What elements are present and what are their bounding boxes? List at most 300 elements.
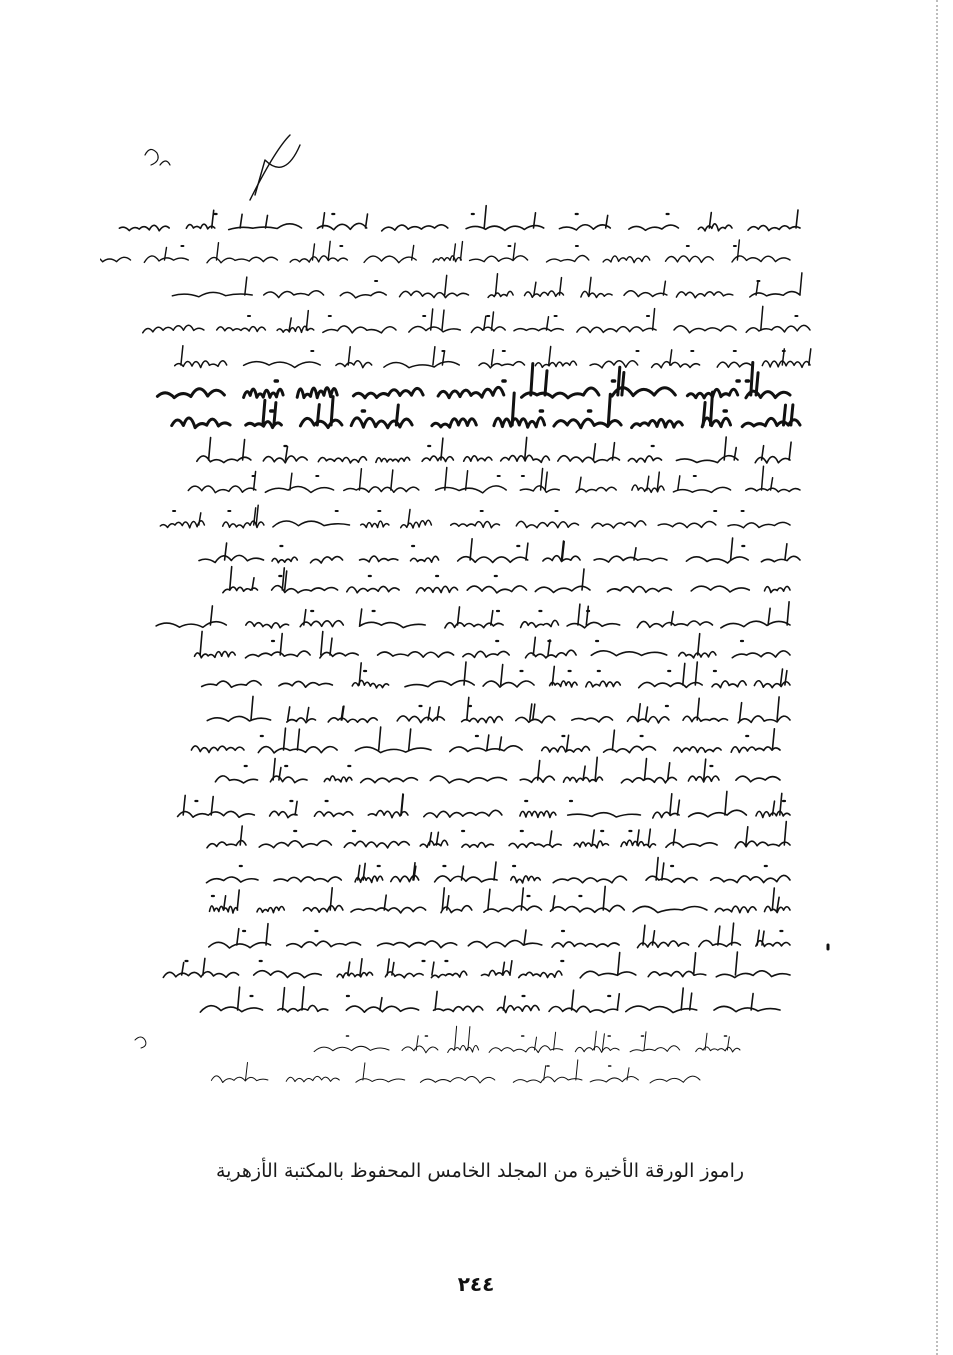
handwriting-stroke xyxy=(683,716,728,721)
handwriting-stroke xyxy=(314,1046,389,1051)
handwriting-stroke xyxy=(353,388,423,397)
handwriting-stroke xyxy=(119,225,169,230)
handwriting-ascender xyxy=(725,791,727,815)
handwriting-stroke xyxy=(384,362,459,368)
handwriting-ascender xyxy=(284,728,286,750)
handwriting-ascender xyxy=(432,962,434,975)
handwriting-ascender xyxy=(317,405,319,425)
handwriting-stroke xyxy=(666,256,714,262)
handwriting-stroke xyxy=(279,681,333,687)
handwriting-stroke xyxy=(434,1006,483,1011)
handwriting-ascender xyxy=(746,827,748,845)
handwriting-ascender xyxy=(643,925,645,945)
handwriting-stroke xyxy=(691,586,749,592)
handwriting-ascender xyxy=(288,707,290,720)
handwriting-ascender xyxy=(492,350,494,365)
handwriting-stroke xyxy=(300,418,342,427)
handwriting-ascender xyxy=(212,210,214,228)
handwriting-ascender xyxy=(416,1036,418,1050)
handwriting-ascender xyxy=(285,571,287,590)
handwriting-ascender xyxy=(295,801,297,815)
handwriting-ascender xyxy=(781,669,783,685)
handwriting-ascender xyxy=(217,243,219,260)
handwriting-ascender xyxy=(499,737,501,750)
handwriting-stroke xyxy=(516,521,578,527)
handwriting-ascender xyxy=(330,638,332,655)
handwriting-ascender xyxy=(380,998,382,1010)
handwriting-ascender xyxy=(678,476,680,490)
handwriting-ascender xyxy=(209,438,211,460)
handwriting-ascender xyxy=(576,1060,578,1080)
manuscript-image xyxy=(100,120,900,1110)
handwriting-ascender xyxy=(772,888,774,910)
handwriting-stroke xyxy=(715,906,756,913)
handwriting-stroke xyxy=(323,326,396,333)
handwriting-ascender xyxy=(533,704,535,720)
handwriting-stroke xyxy=(658,521,716,527)
handwriting-ascender xyxy=(796,210,798,228)
handwriting-ascender xyxy=(618,367,620,395)
handwriting-stroke xyxy=(558,456,620,463)
handwriting-stroke xyxy=(287,718,316,723)
handwriting-ascender xyxy=(409,729,411,750)
handwriting-stroke xyxy=(401,520,432,528)
handwriting-stroke xyxy=(286,1076,339,1081)
handwriting-stroke xyxy=(580,971,636,978)
handwriting-ascender xyxy=(538,761,540,781)
handwriting-ascender xyxy=(681,988,683,1010)
handwriting-stroke xyxy=(186,224,215,229)
handwriting-ascender xyxy=(442,352,444,365)
handwriting-stroke xyxy=(630,1046,680,1052)
handwriting-ascender xyxy=(237,929,239,945)
handwriting-ascender xyxy=(321,632,323,655)
handwriting-ascender xyxy=(550,831,552,845)
handwriting-stroke xyxy=(433,256,461,262)
handwriting-ascender xyxy=(396,405,398,425)
handwriting-stroke xyxy=(746,488,800,492)
handwriting-ascender xyxy=(677,800,679,815)
handwriting-stroke xyxy=(172,418,230,428)
handwriting-stroke xyxy=(521,620,559,627)
handwriting-ascender xyxy=(637,830,639,845)
handwriting-stroke xyxy=(591,651,666,656)
handwriting-ascender xyxy=(510,961,512,975)
handwriting-ascender xyxy=(646,707,648,720)
handwriting-stroke xyxy=(632,419,683,427)
handwriting-ascender xyxy=(526,543,528,560)
handwriting-stroke xyxy=(360,556,398,562)
handwriting-stroke xyxy=(575,1047,619,1053)
handwriting-ascender xyxy=(274,403,276,425)
handwriting-stroke xyxy=(711,875,790,882)
handwriting-stroke xyxy=(344,487,419,492)
handwriting-ascender xyxy=(358,865,360,880)
handwriting-ascender xyxy=(698,634,700,655)
handwriting-stroke xyxy=(156,622,226,628)
handwriting-ascender xyxy=(787,602,789,625)
handwriting-ascender xyxy=(727,1037,729,1050)
handwriting-stroke xyxy=(318,457,366,463)
handwriting-stroke xyxy=(178,811,255,817)
handwriting-ascender xyxy=(251,696,253,720)
handwriting-ascender xyxy=(732,923,734,945)
handwriting-ascender xyxy=(435,991,437,1010)
handwriting-stroke xyxy=(482,970,511,975)
handwriting-stroke xyxy=(314,811,352,816)
handwriting-stroke xyxy=(650,1076,700,1083)
margin-mark xyxy=(135,1037,146,1048)
handwriting-ascender xyxy=(348,962,350,975)
handwriting-ascender xyxy=(593,444,595,460)
handwriting-ascender xyxy=(762,466,764,490)
handwriting-stroke xyxy=(732,256,790,262)
handwriting-stroke xyxy=(157,389,224,398)
handwriting-stroke xyxy=(568,813,641,817)
handwriting-stroke xyxy=(420,840,448,847)
handwriting-stroke xyxy=(355,747,431,753)
handwriting-ascender xyxy=(627,1068,629,1080)
handwriting-stroke xyxy=(351,418,412,428)
handwriting-stroke xyxy=(637,621,712,628)
handwriting-stroke xyxy=(264,291,324,298)
handwriting-ascender xyxy=(363,1063,365,1080)
handwriting-ascender xyxy=(494,862,496,880)
handwriting-stroke xyxy=(554,419,621,428)
handwriting-ascender xyxy=(737,240,739,260)
handwriting-stroke xyxy=(274,877,341,882)
handwriting-stroke xyxy=(254,971,322,978)
handwriting-stroke xyxy=(550,681,578,687)
handwriting-ascender xyxy=(785,544,787,560)
handwriting-ascender xyxy=(384,895,386,910)
handwriting-ascender xyxy=(302,987,304,1010)
handwriting-stroke xyxy=(689,810,747,817)
handwriting-ascender xyxy=(181,346,183,365)
handwriting-stroke xyxy=(445,623,503,628)
handwriting-stroke xyxy=(574,841,608,848)
handwriting-stroke xyxy=(511,876,541,883)
handwriting-ascender xyxy=(751,363,753,396)
handwriting-stroke xyxy=(633,906,707,912)
handwriting-stroke xyxy=(750,292,800,297)
handwriting-ascender xyxy=(359,663,361,685)
handwriting-stroke xyxy=(756,941,790,947)
handwriting-stroke xyxy=(467,586,526,593)
handwriting-ascender xyxy=(602,1034,604,1050)
handwriting-stroke xyxy=(385,972,423,978)
folio-scribble xyxy=(255,145,300,195)
handwriting-ascender xyxy=(467,697,469,720)
handwriting-stroke xyxy=(420,1076,494,1083)
handwriting-stroke xyxy=(324,776,352,782)
handwriting-ascender xyxy=(645,759,647,780)
handwriting-ascender xyxy=(429,833,431,845)
handwriting-ascender xyxy=(534,282,536,295)
handwriting-stroke xyxy=(702,418,730,427)
handwriting-ascender xyxy=(777,697,779,720)
binding-fold-line xyxy=(936,0,938,1355)
handwriting-stroke xyxy=(200,1006,262,1012)
handwriting-stroke xyxy=(211,1076,268,1083)
handwriting-ascender xyxy=(768,608,770,625)
handwriting-stroke xyxy=(270,811,297,817)
handwriting-stroke xyxy=(464,456,492,461)
handwriting-stroke xyxy=(287,941,361,947)
handwriting-stroke xyxy=(488,291,513,297)
handwriting-stroke xyxy=(207,877,259,883)
handwriting-ascender xyxy=(487,735,489,750)
handwriting-stroke xyxy=(594,556,667,562)
handwriting-ascender xyxy=(280,634,282,655)
handwriting-stroke xyxy=(297,388,337,398)
handwriting-ascender xyxy=(391,470,393,490)
handwriting-stroke xyxy=(586,681,621,687)
handwriting-stroke xyxy=(590,361,638,368)
handwriting-stroke xyxy=(438,387,504,397)
handwriting-stroke xyxy=(629,225,679,230)
manuscript-handwriting xyxy=(100,120,900,1110)
handwriting-ascender xyxy=(359,469,361,490)
handwriting-ascender xyxy=(453,244,455,260)
handwriting-ascender xyxy=(617,994,619,1010)
handwriting-stroke xyxy=(355,876,383,882)
handwriting-stroke xyxy=(411,556,439,562)
handwriting-ascender xyxy=(433,347,435,365)
handwriting-stroke xyxy=(272,586,338,593)
handwriting-stroke xyxy=(746,391,790,398)
folio-number-mark xyxy=(160,161,170,165)
handwriting-ascender xyxy=(535,1037,537,1050)
handwriting-ascender xyxy=(530,704,532,720)
handwriting-stroke xyxy=(513,1077,582,1083)
handwriting-stroke xyxy=(648,971,706,976)
handwriting-ascender xyxy=(670,794,672,815)
handwriting-ascender xyxy=(784,405,786,425)
handwriting-ascender xyxy=(791,405,793,425)
handwriting-ascender xyxy=(266,924,268,945)
handwriting-ascender xyxy=(756,373,758,395)
handwriting-stroke xyxy=(483,681,534,687)
handwriting-stroke xyxy=(542,746,590,752)
handwriting-stroke xyxy=(509,843,561,848)
handwriting-ascender xyxy=(533,637,535,655)
handwriting-ascender xyxy=(695,662,697,685)
handwriting-ascender xyxy=(663,281,665,295)
handwriting-ascender xyxy=(552,666,554,685)
handwriting-stroke xyxy=(265,486,333,492)
handwriting-stroke xyxy=(746,325,810,332)
handwriting-stroke xyxy=(717,362,751,367)
handwriting-stroke xyxy=(572,717,613,722)
handwriting-ascender xyxy=(697,698,699,720)
handwriting-stroke xyxy=(431,971,466,977)
handwriting-stroke xyxy=(191,746,244,753)
handwriting-stroke xyxy=(277,326,314,332)
handwriting-ascender xyxy=(579,477,581,490)
handwriting-ascender xyxy=(718,926,720,945)
handwriting-ascender xyxy=(595,757,597,780)
handwriting-ascender xyxy=(704,759,706,780)
handwriting-stroke xyxy=(732,651,790,658)
handwriting-stroke xyxy=(549,1006,618,1012)
handwriting-ascender xyxy=(496,274,498,295)
handwriting-stroke xyxy=(360,622,426,627)
handwriting-stroke xyxy=(311,557,343,563)
handwriting-stroke xyxy=(567,622,620,627)
handwriting-stroke xyxy=(175,361,227,368)
handwriting-stroke xyxy=(592,521,646,528)
handwriting-stroke xyxy=(351,907,426,913)
handwriting-stroke xyxy=(696,1047,740,1052)
handwriting-ascender xyxy=(653,309,655,330)
handwriting-ascender xyxy=(545,371,547,395)
handwriting-ascender xyxy=(442,310,444,330)
handwriting-ascender xyxy=(638,704,640,720)
handwriting-ascender xyxy=(589,277,591,295)
handwriting-stroke xyxy=(448,1046,479,1053)
handwriting-ascender xyxy=(379,727,381,750)
handwriting-stroke xyxy=(346,1006,418,1012)
handwriting-ascender xyxy=(618,953,620,975)
handwriting-stroke xyxy=(628,717,669,723)
handwriting-stroke xyxy=(207,257,277,263)
handwriting-stroke xyxy=(721,621,790,628)
handwriting-stroke xyxy=(603,256,650,263)
handwriting-ascender xyxy=(603,886,605,910)
handwriting-stroke xyxy=(244,389,284,397)
handwriting-ascender xyxy=(656,858,658,880)
handwriting-stroke xyxy=(246,622,289,628)
handwriting-stroke xyxy=(714,1006,780,1011)
handwriting-ascender xyxy=(690,993,692,1010)
handwriting-stroke xyxy=(336,361,372,368)
handwriting-stroke xyxy=(638,941,689,948)
handwriting-stroke xyxy=(471,327,505,333)
handwriting-ascender xyxy=(445,275,447,295)
handwriting-stroke xyxy=(451,522,500,528)
handwriting-stroke xyxy=(516,716,555,723)
handwriting-stroke xyxy=(462,843,494,848)
handwriting-stroke xyxy=(209,942,271,948)
handwriting-stroke xyxy=(188,486,256,493)
handwriting-ascender xyxy=(461,242,463,260)
handwriting-stroke xyxy=(400,291,469,297)
handwriting-stroke xyxy=(344,841,409,848)
handwriting-stroke xyxy=(674,326,736,333)
handwriting-ascender xyxy=(331,397,333,425)
handwriting-ascender xyxy=(263,400,265,425)
handwriting-stroke xyxy=(202,681,261,688)
handwriting-ascender xyxy=(586,606,588,625)
handwriting-stroke xyxy=(468,940,542,947)
handwriting-ascender xyxy=(470,539,472,560)
handwriting-stroke xyxy=(646,876,697,882)
handwriting-ascender xyxy=(548,640,550,655)
handwriting-stroke xyxy=(270,776,307,783)
handwriting-ascender xyxy=(762,931,764,945)
handwriting-stroke xyxy=(361,521,389,527)
handwriting-ascender xyxy=(735,952,737,975)
handwriting-stroke xyxy=(402,1046,438,1053)
handwriting-stroke xyxy=(376,457,410,462)
handwriting-stroke xyxy=(317,223,366,229)
handwriting-stroke xyxy=(273,521,350,527)
handwriting-stroke xyxy=(352,680,388,687)
handwriting-stroke xyxy=(215,776,257,783)
handwriting-stroke xyxy=(755,457,790,463)
handwriting-stroke xyxy=(576,487,616,492)
handwriting-stroke xyxy=(765,586,791,592)
handwriting-ascender xyxy=(306,311,308,330)
handwriting-stroke xyxy=(432,419,476,427)
handwriting-stroke xyxy=(520,811,556,817)
handwriting-ascender xyxy=(740,703,742,720)
handwriting-ascender xyxy=(237,890,239,910)
handwriting-ascender xyxy=(547,317,549,330)
folio-number-mark xyxy=(145,149,158,165)
handwriting-stroke xyxy=(761,556,800,562)
handwriting-stroke xyxy=(441,906,472,913)
handwriting-stroke xyxy=(144,256,188,262)
handwriting-ascender xyxy=(809,349,811,365)
handwriting-ascender xyxy=(683,663,685,685)
handwriting-stroke xyxy=(716,971,790,978)
handwriting-ascender xyxy=(578,604,580,625)
handwriting-ascender xyxy=(442,888,444,910)
handwriting-ascender xyxy=(662,863,664,880)
handwriting-ascender xyxy=(200,631,202,655)
handwriting-stroke xyxy=(304,906,343,913)
handwriting-ascender xyxy=(445,468,447,491)
handwriting-ascender xyxy=(366,214,368,228)
handwriting-stroke xyxy=(458,557,528,563)
handwriting-stroke xyxy=(673,487,730,492)
handwriting-stroke xyxy=(207,716,270,721)
handwriting-ascender xyxy=(612,730,614,750)
handwriting-ascender xyxy=(491,611,493,625)
handwriting-ascender xyxy=(199,513,201,525)
handwriting-stroke xyxy=(604,746,656,752)
handwriting-ascender xyxy=(230,567,232,590)
handwriting-stroke xyxy=(698,224,732,231)
handwriting-stroke xyxy=(340,292,386,298)
handwriting-ascender xyxy=(256,505,258,525)
handwriting-stroke xyxy=(100,257,131,262)
handwriting-ascender xyxy=(313,244,315,260)
handwriting-stroke xyxy=(223,521,264,528)
handwriting-ascender xyxy=(648,829,650,845)
handwriting-ascender xyxy=(703,403,705,426)
handwriting-ascender xyxy=(670,350,672,365)
handwriting-stroke xyxy=(522,388,599,398)
handwriting-ascender xyxy=(711,392,713,425)
handwriting-ascender xyxy=(554,1032,556,1050)
handwriting-stroke xyxy=(160,521,204,528)
handwriting-stroke xyxy=(728,522,790,527)
handwriting-ascender xyxy=(789,442,791,460)
handwriting-ascender xyxy=(282,568,284,590)
handwriting-ascender xyxy=(240,826,242,845)
handwriting-ascender xyxy=(751,994,753,1010)
handwriting-ascender xyxy=(513,243,515,260)
handwriting-stroke xyxy=(257,906,284,912)
handwriting-stroke xyxy=(494,418,545,428)
handwriting-stroke xyxy=(525,291,564,297)
handwriting-stroke xyxy=(699,940,741,946)
handwriting-ascender xyxy=(488,889,490,910)
handwriting-stroke xyxy=(337,972,373,978)
